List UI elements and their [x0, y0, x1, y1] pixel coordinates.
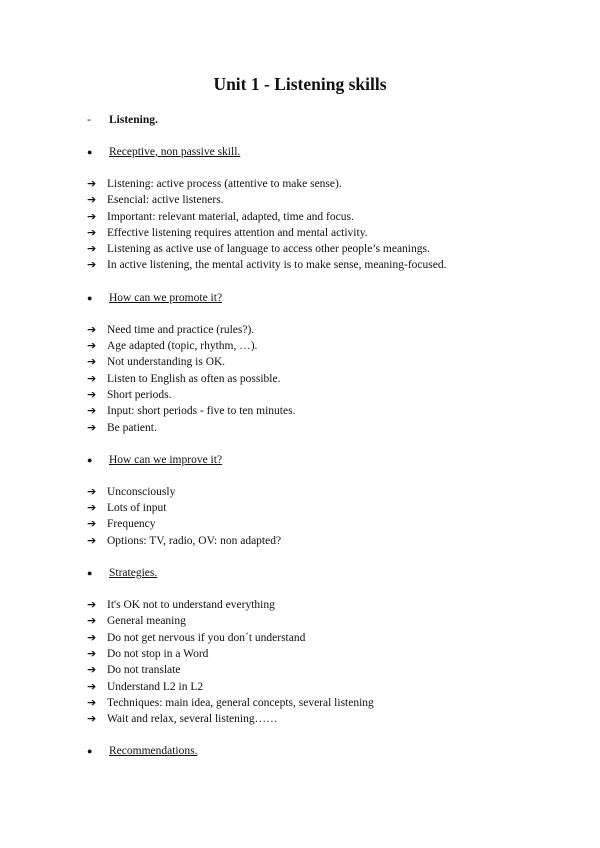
- list-item: [87, 257, 587, 273]
- list-item-text: Important: relevant material, adapted, time and focus.: [107, 210, 354, 223]
- bullet-icon: ●: [87, 147, 93, 157]
- list-item-text: Listening as active use of language to access other people’s meanings.: [107, 243, 430, 256]
- list-item-text: Do not translate: [107, 664, 181, 677]
- list-item-text: It's OK not to understand everything: [107, 599, 275, 612]
- list-item-text: Do not stop in a Word: [107, 647, 209, 660]
- list-item-text: Input: short periods - five to ten minutes.: [107, 405, 296, 418]
- list-item: [87, 192, 587, 208]
- arrow-icon: ➔: [87, 193, 97, 207]
- list-item-text: Wait and relax, several listening……: [107, 713, 278, 726]
- list-item: [87, 484, 587, 500]
- list-item: [87, 225, 587, 241]
- list-item-text: In active listening, the mental activity is to make sense, meaning-focused.: [107, 259, 447, 272]
- list-item-text: Age adapted (topic, rhythm, …).: [107, 340, 258, 353]
- list-item-text: Esencial: active listeners.: [107, 194, 224, 207]
- section-heading-text: Strategies.: [109, 567, 158, 580]
- arrow-icon: ➔: [87, 501, 97, 515]
- list-item-text: Do not get nervous if you don´t understand: [107, 631, 306, 644]
- arrow-icon: ➔: [87, 712, 97, 726]
- arrow-icon: ➔: [87, 695, 97, 709]
- list-item: [87, 630, 587, 646]
- list-item: [87, 420, 587, 436]
- arrow-icon: ➔: [87, 630, 97, 644]
- list-item: [87, 403, 587, 419]
- section-list-promote: [87, 322, 587, 436]
- bullet-icon: ●: [87, 746, 93, 757]
- section-heading-text: Recommendations.: [109, 745, 198, 758]
- section-heading-improve: [87, 452, 587, 468]
- arrow-icon: ➔: [87, 322, 97, 336]
- list-item: [87, 597, 587, 613]
- section-list-improve: [87, 484, 587, 549]
- list-item: [87, 387, 587, 403]
- list-item-text: Understand L2 in L2: [107, 680, 204, 693]
- list-item-text: Be patient.: [107, 421, 157, 434]
- arrow-icon: ➔: [87, 355, 97, 369]
- list-item: [87, 662, 587, 678]
- list-item: [87, 241, 587, 257]
- arrow-icon: ➔: [87, 533, 97, 547]
- arrow-icon: ➔: [87, 339, 97, 353]
- arrow-icon: ➔: [87, 209, 97, 223]
- arrow-icon: ➔: [87, 598, 97, 612]
- list-item: [87, 613, 587, 629]
- arrow-icon: ➔: [87, 614, 97, 628]
- list-item: [87, 354, 587, 370]
- list-item-text: Listen to English as often as possible.: [107, 372, 281, 385]
- list-item: [87, 679, 587, 695]
- section-heading-text: How can we promote it?: [109, 291, 223, 304]
- arrow-icon: ➔: [87, 371, 97, 385]
- list-item-text: Listening: active process (attentive to make sense).: [107, 178, 342, 190]
- list-item-text: Not understanding is OK.: [107, 356, 226, 369]
- document-content: [87, 112, 587, 759]
- list-item-text: Techniques: main idea, general concepts, several listening: [107, 696, 374, 709]
- section-heading-receptive: [87, 144, 587, 160]
- list-item-text: Options: TV, radio, OV: non adapted?: [107, 534, 282, 547]
- topic-line: [87, 112, 587, 128]
- section-heading-promote: [87, 290, 587, 306]
- list-item-text: Effective listening requires attention and mental activity.: [107, 226, 368, 239]
- list-item-text: Frequency: [107, 518, 156, 531]
- list-item: [87, 322, 587, 338]
- list-item-text: General meaning: [107, 615, 186, 628]
- list-item-text: Lots of input: [107, 502, 167, 515]
- page-title: Unit 1 - Listening skills: [213, 74, 387, 94]
- list-item: [87, 500, 587, 516]
- arrow-icon: ➔: [87, 177, 97, 190]
- list-item: [87, 646, 587, 662]
- arrow-icon: ➔: [87, 420, 97, 434]
- list-item: [87, 711, 587, 727]
- list-item: [87, 338, 587, 354]
- section-heading-text: Receptive, non passive skill.: [109, 146, 241, 158]
- section-heading-recommendations: [87, 743, 587, 759]
- section-list-strategies: [87, 597, 587, 727]
- arrow-icon: ➔: [87, 484, 97, 498]
- arrow-icon: ➔: [87, 387, 97, 401]
- arrow-icon: ➔: [87, 517, 97, 531]
- dash-marker: -: [87, 114, 91, 126]
- arrow-icon: ➔: [87, 646, 97, 660]
- list-item-text: Need time and practice (rules?).: [107, 323, 255, 336]
- arrow-icon: ➔: [87, 242, 97, 256]
- list-item: [87, 176, 587, 192]
- list-item-text: Unconsciously: [107, 485, 176, 498]
- section-heading-text: How can we improve it?: [109, 453, 223, 466]
- arrow-icon: ➔: [87, 258, 97, 272]
- arrow-icon: ➔: [87, 679, 97, 693]
- bullet-icon: ●: [87, 568, 93, 579]
- bullet-icon: ●: [87, 292, 93, 303]
- arrow-icon: ➔: [87, 663, 97, 677]
- list-item: [87, 371, 587, 387]
- list-item: [87, 695, 587, 711]
- list-item: [87, 516, 587, 532]
- list-item-text: Short periods.: [107, 388, 172, 401]
- list-item: [87, 533, 587, 549]
- section-list-receptive: [87, 176, 587, 274]
- arrow-icon: ➔: [87, 225, 97, 239]
- bullet-icon: ●: [87, 454, 93, 465]
- list-item: [87, 209, 587, 225]
- topic-label: Listening.: [109, 114, 158, 126]
- section-heading-strategies: [87, 565, 587, 581]
- arrow-icon: ➔: [87, 404, 97, 418]
